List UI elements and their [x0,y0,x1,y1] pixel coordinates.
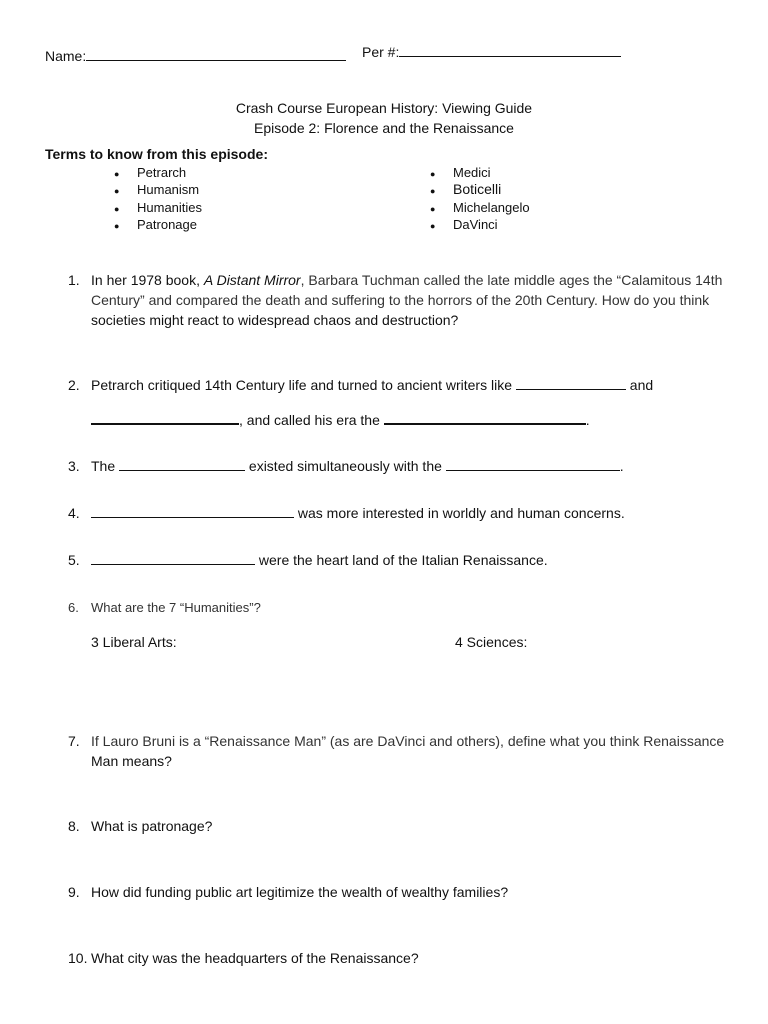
terms-heading: Terms to know from this episode: [45,146,268,162]
liberal-arts-label: 3 Liberal Arts: [91,634,177,650]
answer-blank[interactable] [516,375,626,390]
book-title: A Distant Mirror [203,272,301,288]
term-item: DaVinci [453,217,498,232]
page-subtitle: Episode 2: Florence and the Renaissance [254,120,514,136]
question-text [91,503,625,523]
question-text [91,375,653,395]
question-number: 8. [68,818,80,834]
name-blank[interactable] [86,46,346,61]
question-number: 3. [68,458,80,474]
question-text-part: and [625,377,654,393]
question-text-part: were the heart land of the Italian Renaissance. [255,552,548,568]
question-text-part: Century” and compared the death and suffering to the horrors of the 20th Century. How do you think [91,292,710,308]
question-text-part: . [619,458,624,474]
answer-blank[interactable] [91,409,239,425]
sciences-label: 4 Sciences: [455,634,528,650]
answer-blank[interactable] [384,409,586,425]
period-label: Per #: [362,44,400,60]
bullet-icon: ● [430,221,436,231]
term-item: Humanities [137,200,203,215]
question-text [91,409,590,430]
question-text-part: In her 1978 book, [91,272,204,288]
question-number: 7. [68,733,80,749]
bullet-icon: ● [430,186,436,196]
term-item: Petrarch [137,165,187,180]
question-text-part: , and called his era the [239,412,384,428]
question-text: What is patronage? [91,818,213,834]
bullet-icon: ● [114,204,120,214]
question-text-part: The [91,458,120,474]
question-text [91,731,724,771]
bullet-icon: ● [114,186,120,196]
question-text-part: , Barbara Tuchman called the late middle ages the “Calamitous 14th [300,272,723,288]
term-item: Boticelli [453,181,502,197]
term-item: Patronage [137,217,197,232]
name-label: Name: [45,48,87,64]
question-number: 1. [68,272,80,288]
question-text-part: Petrarch critiqued 14th Century life and turned to ancient writers like [91,377,516,393]
question-number: 6. [68,600,79,615]
question-number: 5. [68,552,80,568]
question-text-part: Man means? [91,753,172,769]
question-number: 2. [68,377,80,393]
answer-blank[interactable] [91,550,255,565]
bullet-icon: ● [430,204,436,214]
question-text-part: . [585,412,590,428]
question-text [91,550,548,570]
question-text [91,456,624,476]
question-text-part: societies might react to widespread chaos and destruction? [91,312,459,328]
question-number: 4. [68,505,80,521]
answer-blank[interactable] [119,456,245,471]
bullet-icon: ● [114,221,120,231]
term-item: Medici [453,165,491,180]
question-text [91,270,722,330]
question-text: How did funding public art legitimize the wealth of wealthy families? [91,884,509,900]
name-field-row [45,46,346,64]
question-text: What are the 7 “Humanities”? [91,600,261,615]
question-text-part: existed simultaneously with the [245,458,446,474]
bullet-icon: ● [430,169,436,179]
period-blank[interactable] [399,42,621,57]
question-text-part: If Lauro Bruni is a “Renaissance Man” (as are DaVinci and others), define what you think Renaissance [91,733,725,749]
answer-blank[interactable] [91,503,294,518]
question-number: 9. [68,884,80,900]
bullet-icon: ● [114,169,120,179]
term-item: Michelangelo [453,200,530,215]
page-title: Crash Course European History: Viewing Guide [235,100,533,116]
question-number: 10. [68,950,88,966]
period-field-row [362,42,621,60]
term-item: Humanism [137,182,200,197]
answer-blank[interactable] [446,456,620,471]
question-text: What city was the headquarters of the Renaissance? [91,950,419,966]
question-text-part: was more interested in worldly and human concerns. [294,505,625,521]
